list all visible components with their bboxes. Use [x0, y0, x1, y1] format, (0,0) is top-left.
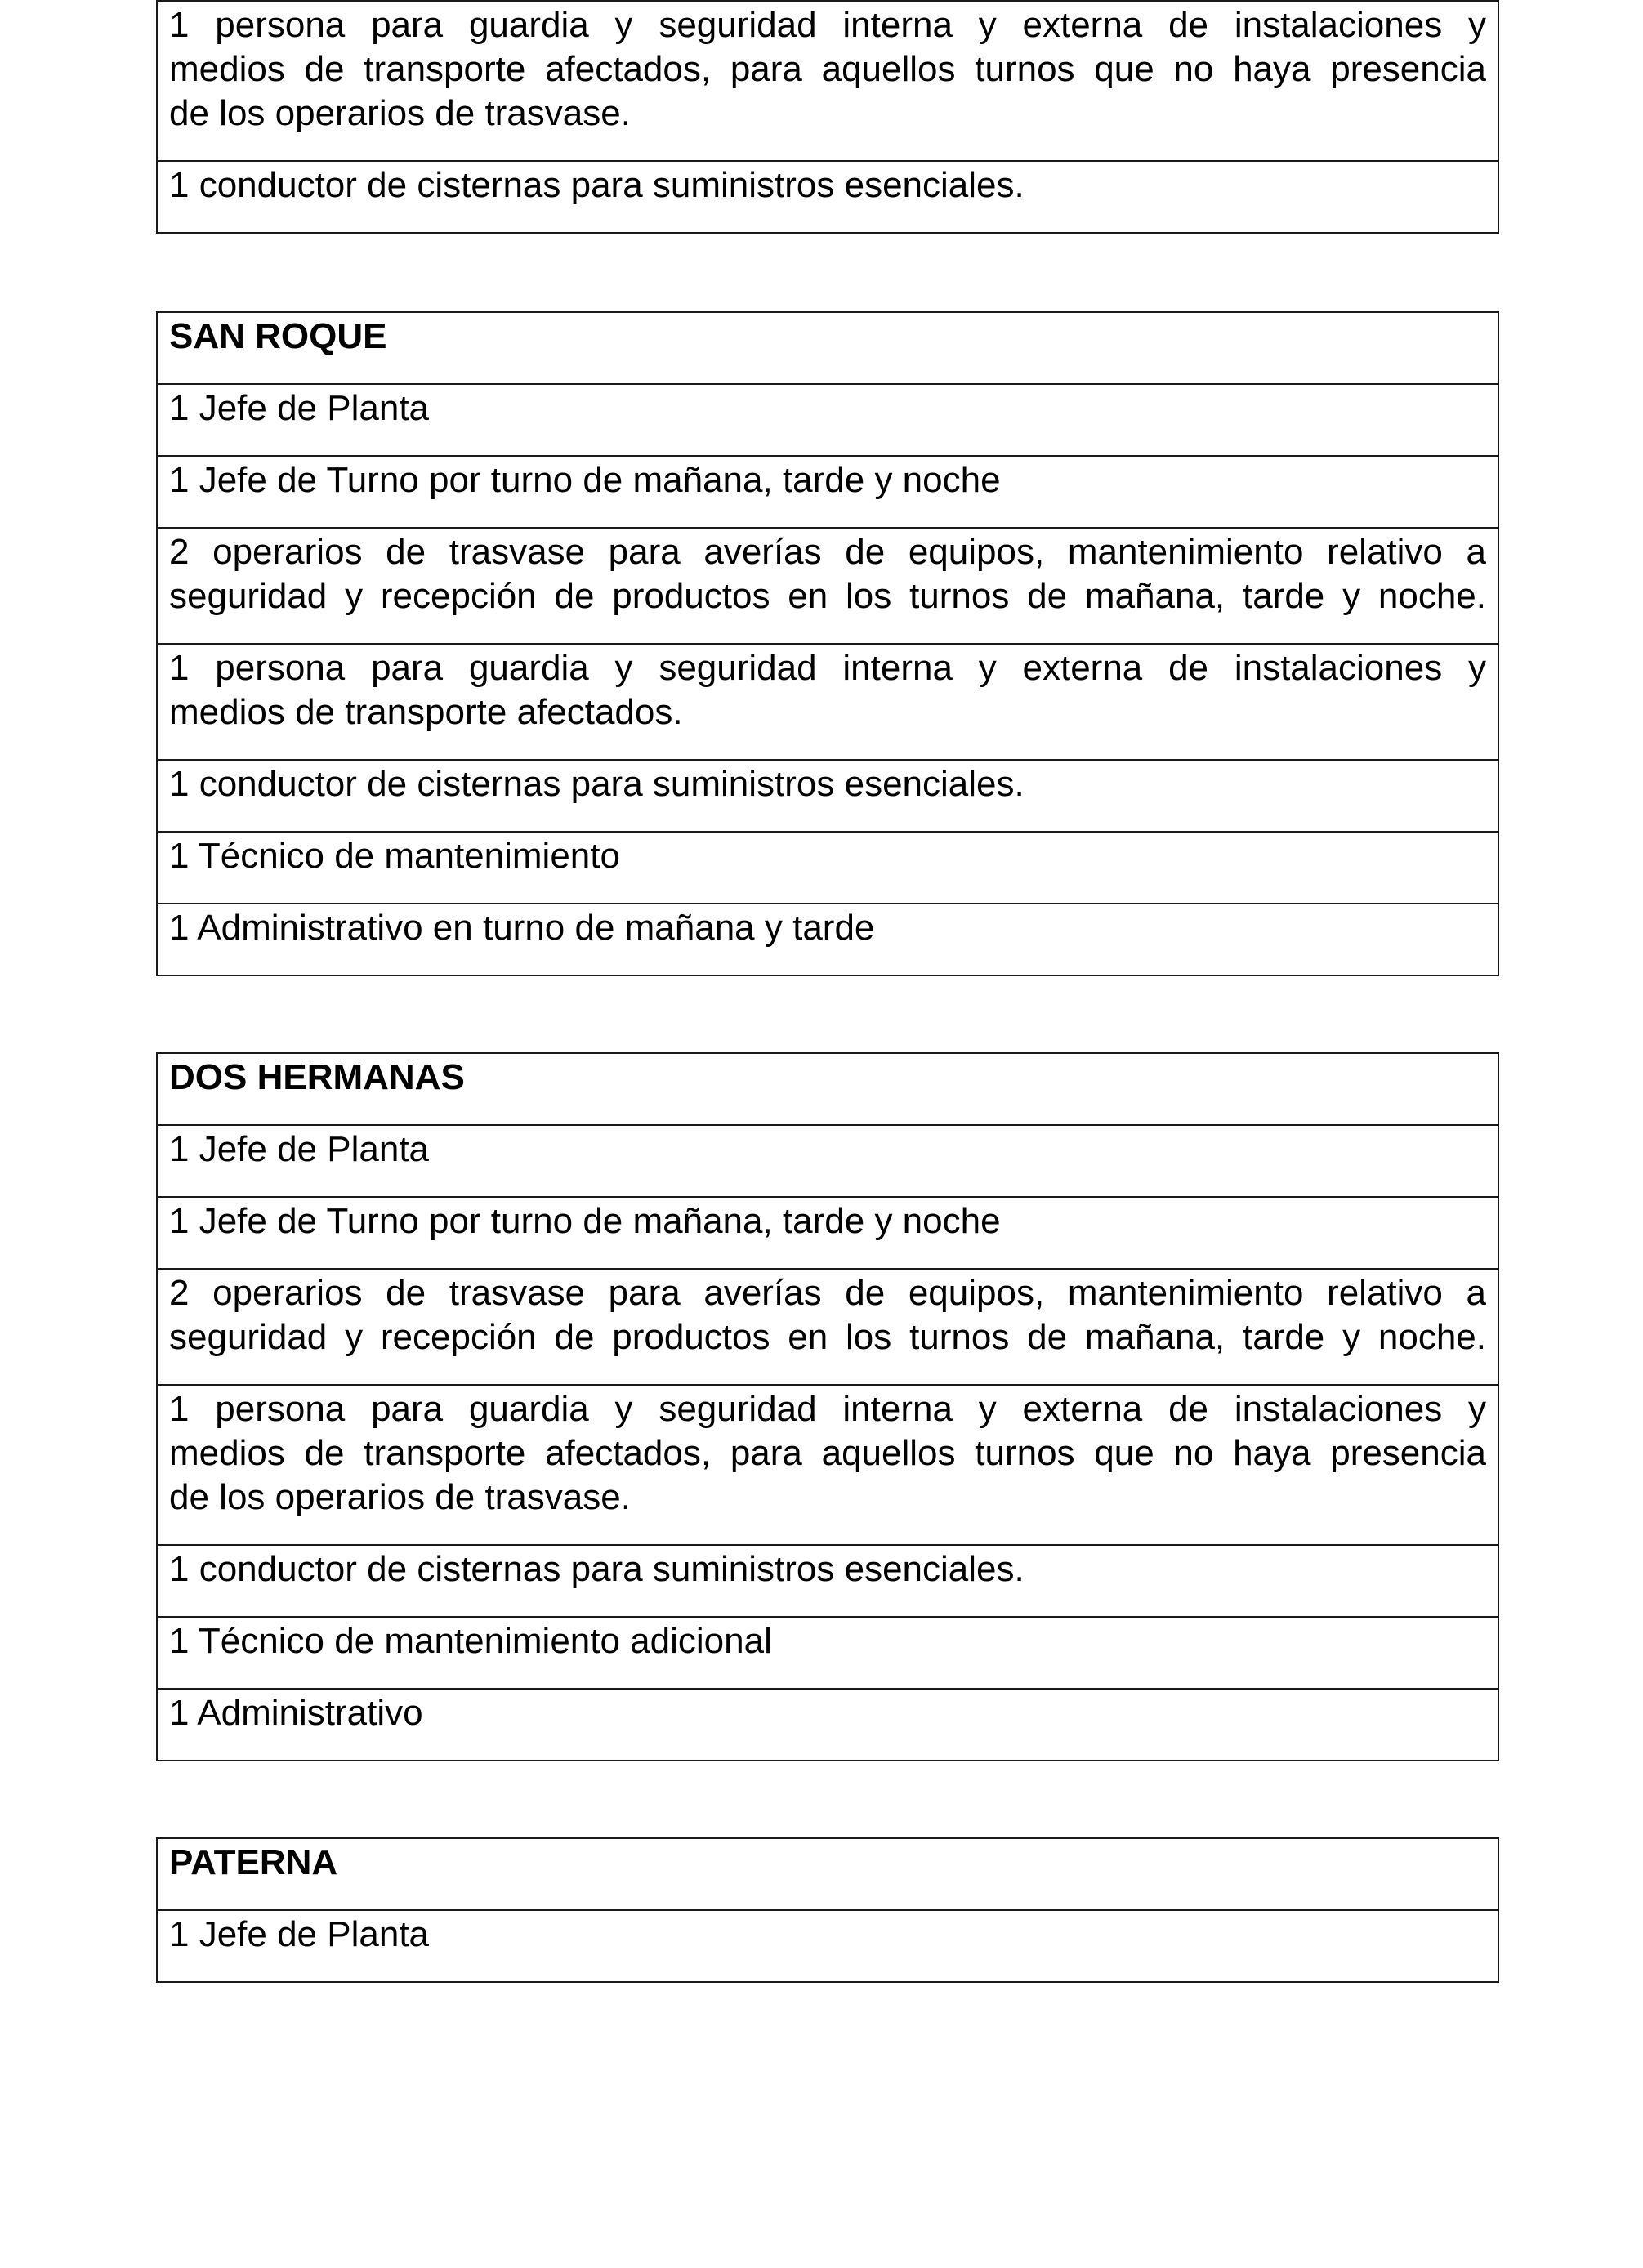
cell-line: 1 persona para guardia y seguridad interna y externa de instalaciones y — [169, 648, 1486, 688]
table-row — [157, 644, 1498, 760]
table-row — [157, 904, 1498, 976]
table-cell — [157, 1269, 1498, 1385]
cell-line: 1 conductor de cisternas para suministros esenciales. — [169, 764, 1025, 804]
table-row — [157, 384, 1498, 456]
table-cell — [157, 161, 1498, 233]
table-row — [157, 456, 1498, 528]
table-header-row — [157, 312, 1498, 384]
table-cell — [157, 1910, 1498, 1982]
table-cell — [157, 760, 1498, 832]
cell-line: 1 Técnico de mantenimiento adicional — [169, 1621, 772, 1661]
cell-line: 1 Técnico de mantenimiento — [169, 836, 620, 876]
cell-line: 1 Administrativo en turno de mañana y tarde — [169, 908, 875, 948]
table-cell — [157, 1, 1498, 161]
table-row — [157, 1197, 1498, 1269]
table-cell — [157, 1689, 1498, 1761]
table-cell — [157, 832, 1498, 904]
cell-line: 1 Jefe de Planta — [169, 1129, 430, 1169]
cell-line: 1 Jefe de Turno por turno de mañana, tarde y noche — [169, 460, 1001, 500]
cell-line: 1 Administrativo — [169, 1693, 423, 1733]
dos-hermanas-table — [156, 1052, 1499, 1761]
table-row — [157, 1910, 1498, 1982]
cell-line: de los operarios de trasvase. — [169, 1477, 631, 1517]
table-header-row — [157, 1053, 1498, 1125]
table-row — [157, 1689, 1498, 1761]
table-cell — [157, 1617, 1498, 1689]
cell-line: 2 operarios de trasvase para averías de equipos, mantenimiento relativo a — [169, 532, 1486, 572]
table-cell — [157, 456, 1498, 528]
table-cell — [157, 384, 1498, 456]
cell-line: de los operarios de trasvase. — [169, 93, 631, 133]
top-continuation-table — [156, 0, 1499, 234]
table-row — [157, 1, 1498, 161]
cell-line: 1 persona para guardia y seguridad interna y externa de instalaciones y — [169, 5, 1486, 45]
table-cell — [157, 1125, 1498, 1197]
table-header-row — [157, 1838, 1498, 1910]
cell-line: 1 conductor de cisternas para suministros esenciales. — [169, 1549, 1025, 1589]
table-row — [157, 1545, 1498, 1617]
table-cell — [157, 904, 1498, 976]
san-roque-table — [156, 311, 1499, 976]
table-row — [157, 528, 1498, 644]
cell-line: seguridad y recepción de productos en los turnos de mañana, tarde y noche. — [169, 1317, 1486, 1357]
table-cell — [157, 1545, 1498, 1617]
table-row — [157, 1269, 1498, 1385]
cell-line: medios de transporte afectados, para aquellos turnos que no haya presencia — [169, 1433, 1486, 1473]
table-cell — [157, 528, 1498, 644]
cell-line: 1 Jefe de Planta — [169, 388, 430, 428]
cell-line: medios de transporte afectados. — [169, 692, 683, 732]
section-title: SAN ROQUE — [157, 312, 1498, 384]
cell-line: seguridad y recepción de productos en los turnos de mañana, tarde y noche. — [169, 576, 1486, 616]
cell-line: 1 Jefe de Planta — [169, 1914, 430, 1954]
table-row — [157, 832, 1498, 904]
table-row — [157, 1125, 1498, 1197]
cell-line: 1 persona para guardia y seguridad interna y externa de instalaciones y — [169, 1389, 1486, 1429]
section-title: PATERNA — [157, 1838, 1498, 1910]
table-row — [157, 760, 1498, 832]
paterna-table — [156, 1837, 1499, 1983]
table-cell — [157, 1197, 1498, 1269]
cell-line: medios de transporte afectados, para aquellos turnos que no haya presencia — [169, 49, 1486, 89]
cell-line: 1 conductor de cisternas para suministros esenciales. — [169, 165, 1025, 205]
table-cell — [157, 644, 1498, 760]
cell-line: 2 operarios de trasvase para averías de equipos, mantenimiento relativo a — [169, 1273, 1486, 1313]
section-title: DOS HERMANAS — [157, 1053, 1498, 1125]
table-cell — [157, 1385, 1498, 1545]
table-row — [157, 161, 1498, 233]
table-row — [157, 1385, 1498, 1545]
cell-line: 1 Jefe de Turno por turno de mañana, tarde y noche — [169, 1201, 1001, 1241]
table-row — [157, 1617, 1498, 1689]
